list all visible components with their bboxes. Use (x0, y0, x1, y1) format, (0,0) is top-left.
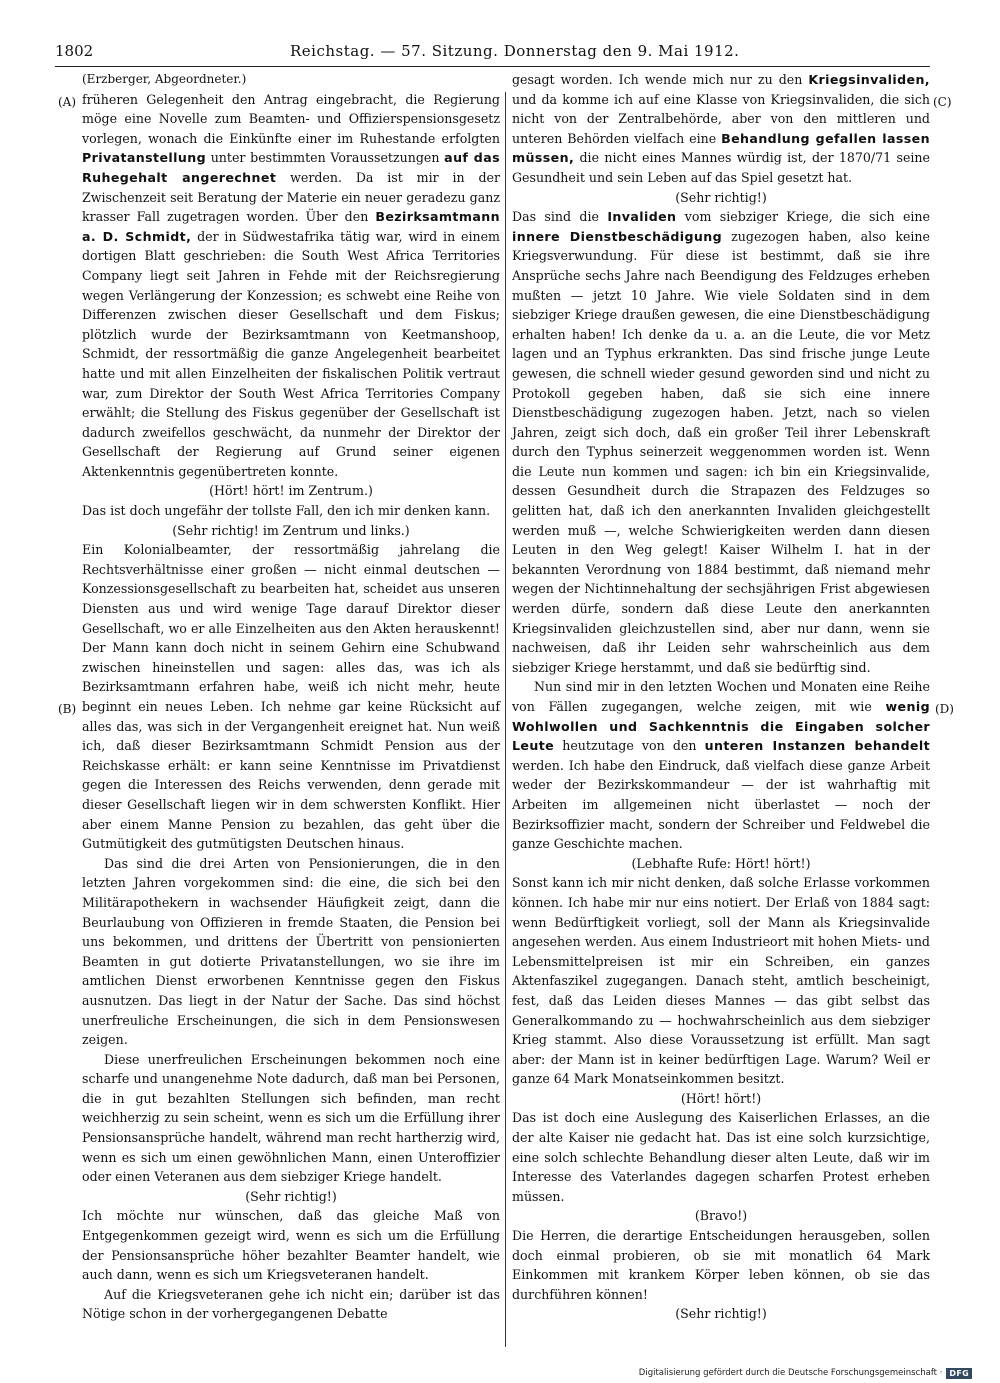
paragraph (512, 207, 930, 677)
paragraph (82, 1050, 500, 1187)
paragraph (82, 90, 500, 482)
dfg-logo: DFG (946, 1368, 972, 1379)
text-run: Ich möchte nur wünschen, daß das gleiche Maß von Entgegenkommen gezeigt wird, wenn es sich um die Erfüllung der Pensionsansprüche höher bezahlter Beamter handelt, wie auch dann, wenn es sich um Kriegsveteranen handelt. (82, 1208, 500, 1283)
left-column (82, 70, 500, 1342)
text-run: Diese unerfreulichen Erscheinungen bekommen noch eine scharfe und unangenehme Note dadurch, daß man bei Personen, die in gut bezahlten Stellungen sich befinden, man recht weichherzig zu sein scheint, wenn es sich um die Erfüllung ihrer Pensionsansprüche handelt, während man recht hartherzig wird, wenn es sich um einen gewöhnlichen Mann, einen Unteroffizier oder einen Veteranen aus dem siebziger Kriege handelt. (82, 1051, 500, 1185)
header-rule (55, 66, 930, 67)
emphasized-text: Bezirksamtmann a. D. Schmidt, (82, 209, 500, 244)
interjection: (Sehr richtig!) (675, 1306, 767, 1322)
text-run: Das sind die (512, 209, 608, 225)
page-footer (639, 1366, 972, 1380)
text-run: werden. Ich habe den Eindruck, daß vielfach diese ganze Arbeit weder der Bezirkskommandeur — der ist wahrhaftig mit Arbeiten im allgemeinen nicht überlastet — noch der Bezirksoffizier macht, sondern der Schreiber und Feldwebel die ganze Geschichte machen. (512, 757, 930, 852)
emphasized-text: Kriegsinvaliden, (808, 72, 930, 87)
text-run: zugezogen haben, also keine Kriegsverwundung. Für diese ist bestimmt, daß sie ihre Ansprüche sechs Jahre nach Beendigung des Feldzuges erheben mußten — jetzt 10 Jahre. Wie viele Soldaten sind in dem siebziger Kriege draußen gewesen, die eine Dienstbeschädigung erhalten haben! Ich denke da u. a. an die Leute, die vor Metz lagen und an Typhus erkrankten. Das sind frische junge Leute gewesen, die schnell wieder gesund geworden sind und nicht zu Protokoll gegeben haben, daß sie sich eine innere Dienstbeschädigung zugezogen haben. Jetzt, nach so vielen Jahren, zeigt sich doch, daß ein großer Teil ihrer Lebenskraft durch den Typhus seinerzeit weggenommen worden ist. Wenn die Leute nun kommen und sagen: ich bin ein Kriegsinvalide, dessen Gesundheit durch die Strapazen des Feldzuges so gelitten hat, daß ich den anerkannten Invaliden gleichgestellt werden muß —, welche Schwierigkeiten werden dann diesen Leuten in den Weg gelegt! Kaiser Wilhelm I. hat in der bekannten Verordnung von 1884 bestimmt, daß niemand mehr wegen der Nichtinnehaltung der sechsjährigen Frist abgewiesen werden dürfe, sondern daß diese Leute den anerkannten Kriegsinvaliden gleichzustellen sind, aber nur dann, wenn sie nachweisen, daß ihr Leiden sehr wahrscheinlich aus dem siebziger Kriege herstammt, und daß sie bedürftig sind. (512, 228, 930, 675)
text-run: heutzutage von den (554, 738, 705, 754)
text-run: unter bestimmten Voraussetzungen (206, 150, 445, 166)
interjection: (Sehr richtig!) (245, 1188, 337, 1204)
emphasized-text: Invaliden (607, 209, 677, 225)
text-run: Das ist doch eine Auslegung des Kaiserlichen Erlasses, an die der alte Kaiser nie gedacht hat. Das ist eine solch kurzsichtige, eine solch schlechte Behandlung dieser alten Leute, daß wir im Interesse des Vaterlandes dagegen scharfen Protest erheben müssen. (512, 1110, 930, 1204)
text-run: Auf die Kriegsveteranen gehe ich nicht ein; darüber ist das Nötige schon in der vorhergegangenen Debatte (82, 1286, 500, 1322)
speaker-attribution: (Erzberger, Abgeordneter.) (82, 72, 247, 86)
text-run: Das ist doch ungefähr der tollste Fall, den ich mir denken kann. (82, 503, 491, 519)
emphasized-text: innere Dienstbeschädigung (512, 228, 723, 244)
interjection: (Hört! hört!) (680, 1090, 762, 1106)
page-title: Reichstag. — 57. Sitzung. Donnerstag den 9. Mai 1912. (290, 42, 740, 60)
text-run: vom siebziger Kriege, die sich eine (676, 209, 930, 225)
emphasized-text: wenig Wohlwollen und Sachkenntnis die Eingaben solcher Leute (512, 699, 930, 754)
text-run: werden. Da ist mir in der Zwischenzeit seit Beratung der Materie ein neuer geradezu ganz krasser Fall zugetragen worden. Über den (82, 169, 500, 225)
text-run: gesagt worden. Ich wende mich nur zu den (512, 72, 809, 87)
text-run: der in Südwestafrika tätig war, wird in einem dortigen Blatt geschrieben: die South West Africa Territories Company liegt seit Jahren in Fehde mit der Reichsregierung wegen Verlängerung der Konzession; es schwebt eine Reihe von Differenzen zwischen dieser Gesellschaft und dem Fiskus; plötzlich wurde der Bezirksamtmann von Keetmanshoop, Schmidt, der ressortmäßig die ganze Angelegenheit bearbeitet hatte und mit allen Einzelheiten der fiskalischen Politik vertraut war, zum Direktor der South West Africa Territories Company erwählt; die Stellung des Fiskus gegenüber der Gesellschaft ist dadurch zweifellos geschwächt, da nunmehr der Direktor der Gesellschaft der Regierung auf Grund seiner eigenen Aktenkenntnis gegenübertreten konnte. (82, 228, 500, 479)
interjection: (Hört! hört! im Zentrum.) (209, 483, 373, 499)
right-column (512, 70, 930, 1322)
paragraph (82, 854, 500, 1050)
text-run: Ein Kolonialbeamter, der ressortmäßig jahrelang die Rechtsverhältnisse einer großen — nicht einmal deutschen — Konzessionsgesellschaft zu bearbeiten hat, scheidet aus unseren Diensten aus und wird wenige Tage darauf Direktor dieser Gesellschaft, wo er alle Einzelheiten aus den Akten herauskennt! Der Mann kann doch nicht in seinem Gehirn eine Schubwand zwischen hineinstellen und sagen: alles das, was ich als Bezirksamtmann erfahren habe, weiß ich nicht mehr, heute beginnt ein neues Leben. Ich nehme gar keine Rücksicht auf alles das, was sich in der Vergangenheit ereignet hat. Nun weiß ich, daß dieser Bezirksamtmann Schmidt Pension aus der Reichskasse erhält: er kann seine Kenntnisse im Privatdienst gegen die Interessen des Reichs verwenden, denn gerade mit dieser Gesellschaft liegen wir in dem schwersten Konflikt. Hier aber einem Manne Pension zu bezahlen, das geht über die Gutmütigkeit des gutmütigsten Deutschen hinaus. (82, 542, 500, 852)
paragraph (82, 1206, 500, 1284)
interjection: (Bravo!) (694, 1208, 748, 1224)
interjection: (Sehr richtig! im Zentrum und links.) (172, 522, 410, 538)
interjection: (Lebhafte Rufe: Hört! hört!) (631, 855, 811, 871)
text-run: Nun sind mir in den letzten Wochen und Monaten eine Reihe von Fällen zugegangen, welche zeigen, mit wie (512, 679, 930, 714)
page-header (55, 38, 955, 68)
interjection: (Sehr richtig!) (675, 189, 767, 205)
text-run: die nicht eines Mannes würdig ist, der 1870/71 seine Gesundheit und sein Leben auf das Spiel gesetzt hat. (512, 150, 930, 185)
text-run: Die Herren, die derartige Entscheidungen herausgeben, sollen doch einmal probieren, ob sie mit monatlich 64 Mark Einkommen mit krankem Körper leben können, ob sie das durchführen können! (512, 1228, 930, 1302)
paragraph (82, 1285, 500, 1324)
paragraph (512, 873, 930, 1089)
margin-marker-b: (B) (58, 702, 77, 716)
column-divider (505, 92, 506, 1347)
emphasized-text: Behandlung gefallen lassen müssen, (512, 130, 930, 166)
paragraph (82, 540, 500, 854)
text-run: früheren Gelegenheit den Antrag eingebracht, die Regierung möge eine Novelle zum Beamten- und Offizierspensionsgesetz vorlegen, wonach die Einkünfte einer im Ruhestande erfolgten (82, 91, 500, 146)
emphasized-text: Privatanstellung (82, 150, 206, 166)
paragraph (82, 501, 500, 521)
margin-marker-a: (A) (58, 95, 77, 109)
paragraph (512, 70, 930, 188)
paragraph (512, 677, 930, 853)
paragraph (512, 1226, 930, 1304)
paragraph (512, 1108, 930, 1206)
text-run: Sonst kann ich mir nicht denken, daß solche Erlasse vorkommen können. Ich habe mir nur eins notiert. Der Erlaß von 1884 sagt: wenn Bedürftigkeit vorliegt, soll der Mann als Kriegsinvalide angesehen werden. Aus einem Industrieort mit hohen Miets- und Lebensmittelpreisen ist mir ein Schreiben, ein ganzes Aktenfaszikel zugegangen. Danach steht, amtlich bescheinigt, fest, daß das Leiden dieses Mannes — das gibt selbst das Generalkommando zu — hochwahrscheinlich aus dem siebziger Krieg stammt. Also diese Voraussetzung ist erfüllt. Man sagt aber: der Mann ist in keiner bedürftigen Lage. Warum? Weil er ganze 64 Mark Monatseinkommen besitzt. (512, 875, 930, 1087)
text-run: und da komme ich auf eine Klasse von Kriegsinvaliden, die sich nicht von der Zentralbehörde, aber von den mittleren und unteren Behörden vielfach eine (512, 91, 930, 146)
emphasized-text: unteren Instanzen behandelt (704, 738, 930, 754)
margin-marker-d: (D) (935, 702, 954, 716)
emphasized-text: auf das Ruhegehalt angerechnet (82, 150, 500, 185)
text-run: Das sind die drei Arten von Pensionierungen, die in den letzten Jahren vorgekommen sind: die eine, die sich bei den Militärapothekern in wachsender Häufigkeit zeigt, dann die Beurlaubung von Offizieren in fremde Staaten, die Pension bei uns bekommen, und drittens der Übertritt von pensionierten Beamten in gut dotierte Privatanstellungen, wo sie ihre im amtlichen Dienst erworbenen Kenntnisse gegen den Fiskus ausnutzen. Das liegt in der Natur der Sache. Das sind höchst unerfreuliche Erscheinungen, die sich in dem Pensionswesen zeigen. (82, 855, 500, 1048)
digitization-credit: Digitalisierung gefördert durch die Deutsche Forschungsgemeinschaft · (638, 1368, 943, 1378)
page-number: 1802 (55, 42, 94, 60)
margin-marker-c: (C) (933, 95, 952, 109)
